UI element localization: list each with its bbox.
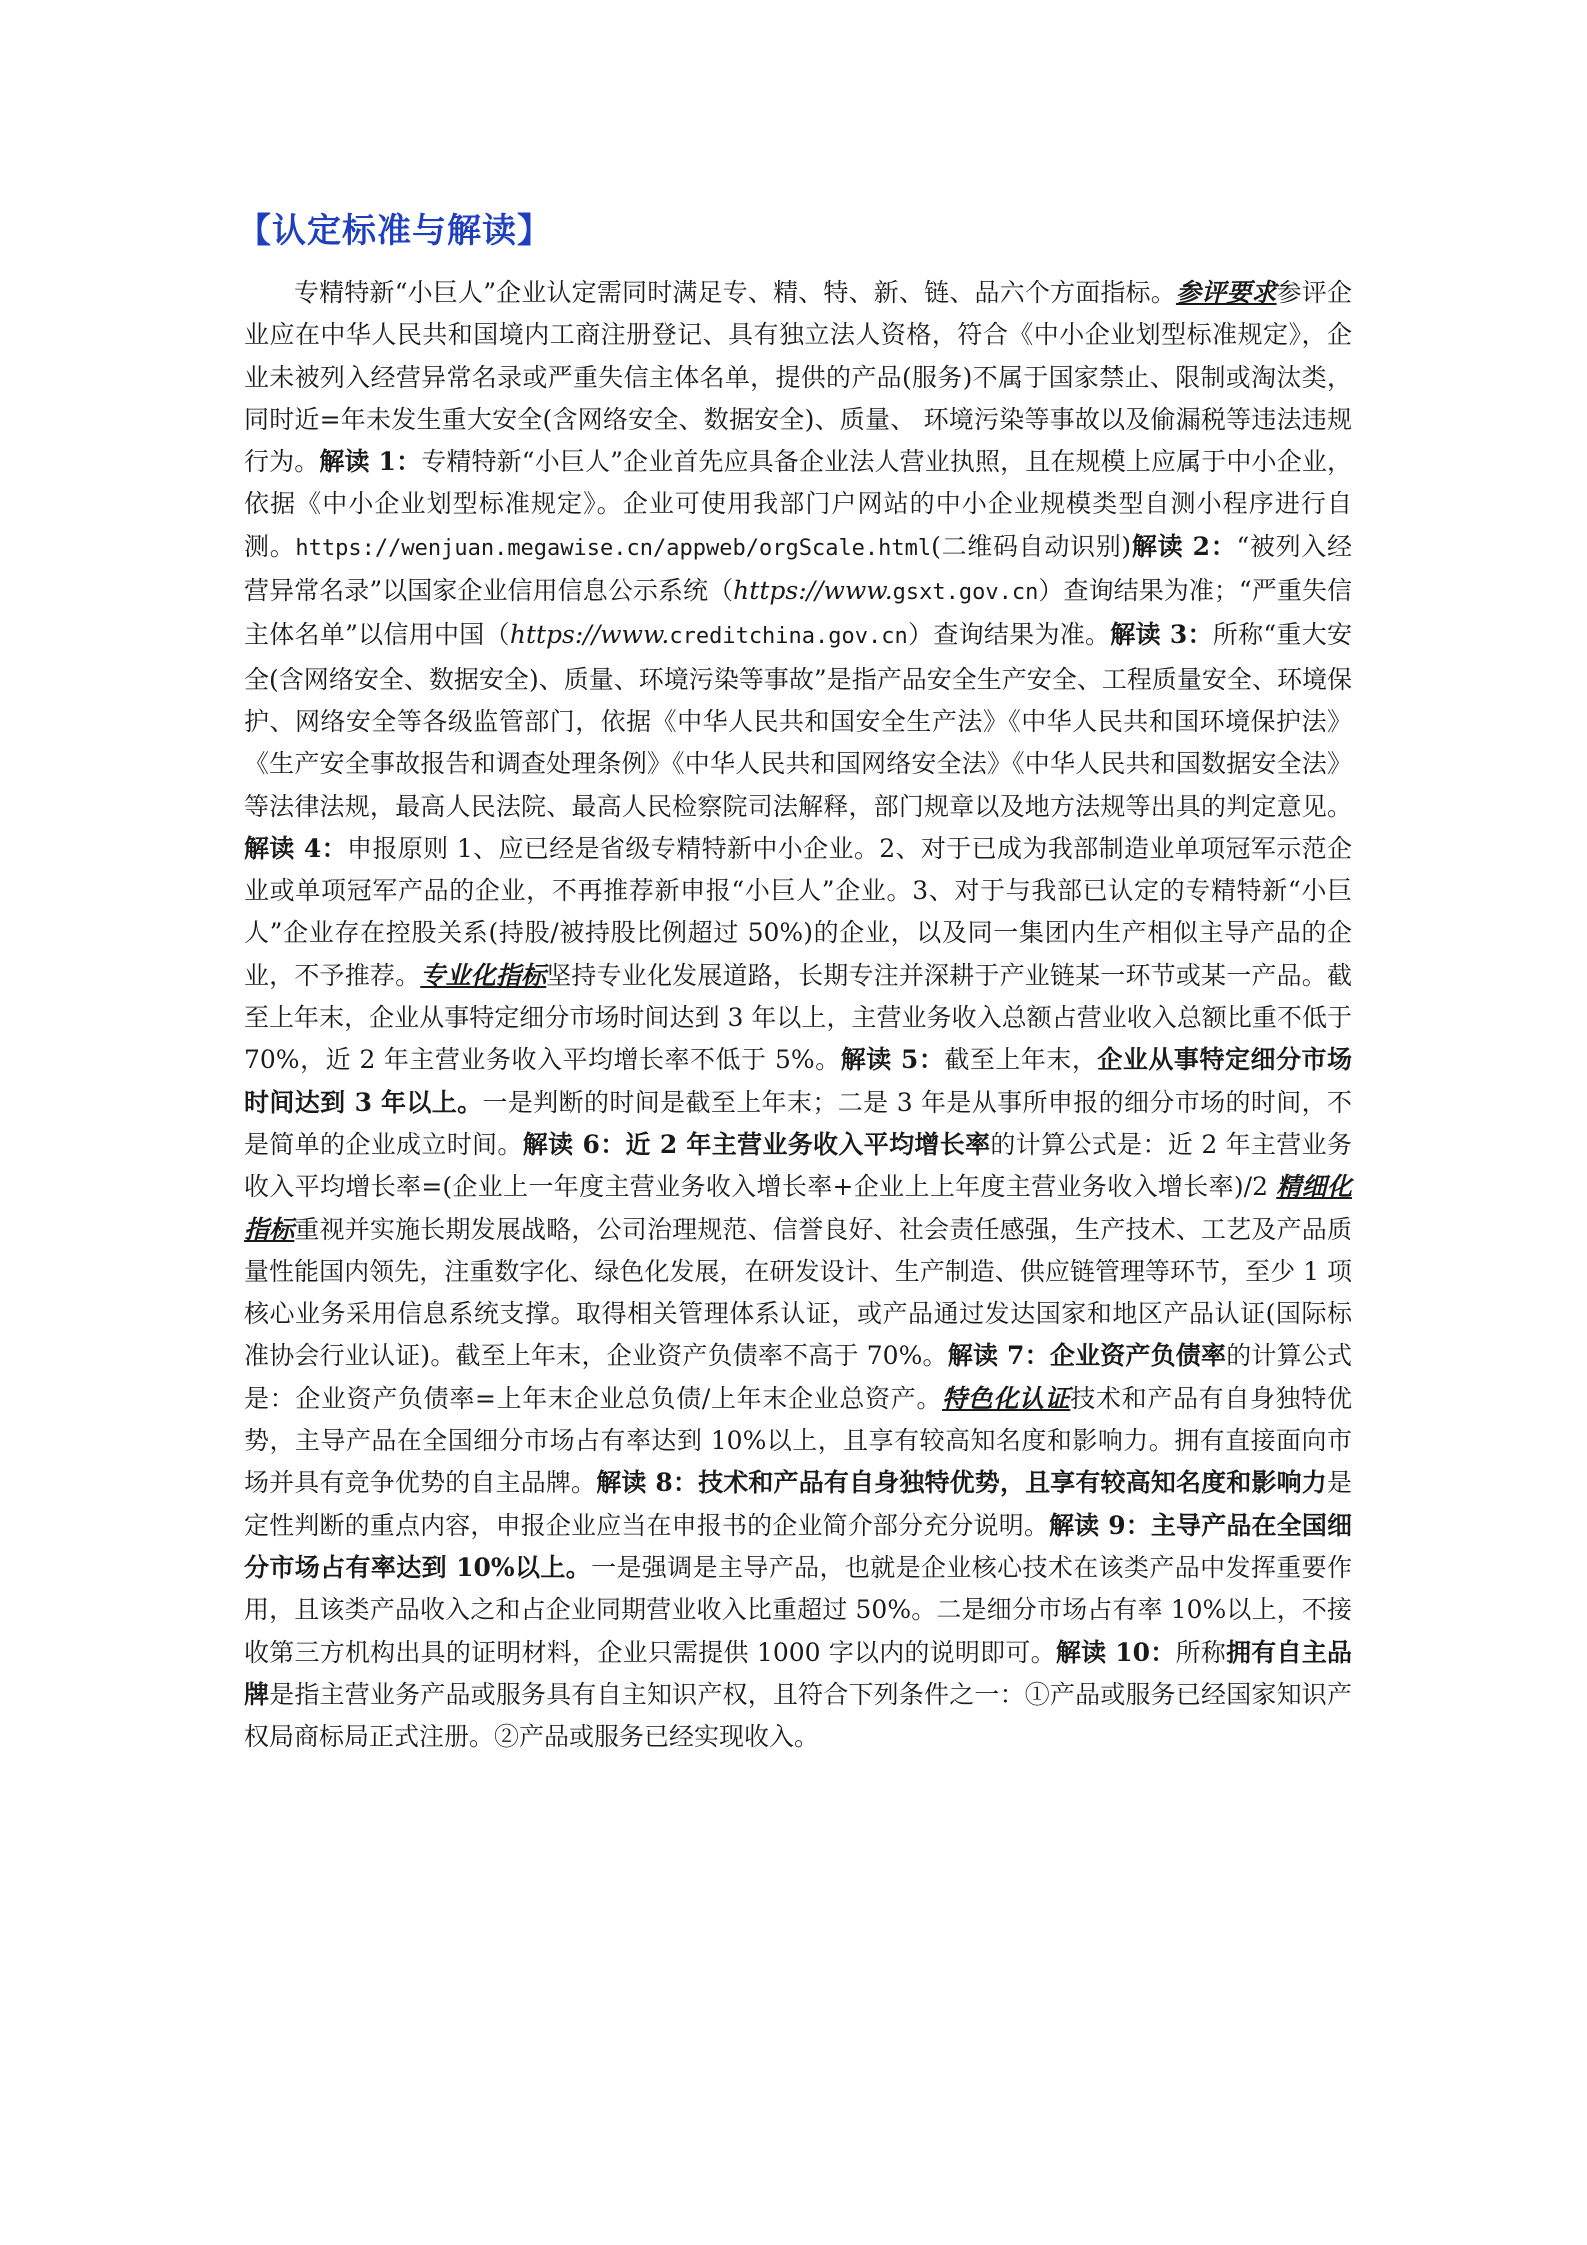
text-run: 所称“重大安全(含网络安全、数据安全)、质量、环境污染等事故”是指产品安全生产安全、工程质量安全、环境保护、网络安全等各级监管部门，依据《中华人民共和国安全生产法》《中华人民共和国环境保护法》《生产安全事故报告和调查处理条例》《中华人民共和国网络安全法》《中华人民共和国数据安全法》 等法律法规，最高人民法院、最高人民检察院司法解释，部门规章以及地方法规等出具的判定意见。 [244, 620, 1352, 821]
text-run: 专精特新“小巨人”企业首先应具备企业法人营业执照，且在规模上应属于中小企业，依据《中小企业划型标准规定》。企业可使用我部门户网站的中小企业规模类型自测小程序进行自测。 [244, 447, 1352, 561]
text-run: 技术和产品有自身独特优势，主导产品在全国细分市场占有率达到 10%以上，且享有较高知名度和影响力。拥有直接面向市场并具有竞争优势的自主品牌。 [244, 1383, 1352, 1498]
keyword-characteristic-certification: 特色化认证 [942, 1383, 1071, 1413]
bold-phrase: 拥有自主品牌 [244, 1637, 1352, 1709]
creditchina-link-domain[interactable]: creditchina.gov.cn [669, 624, 908, 650]
section-heading: 【认定标准与解读】 [237, 211, 552, 251]
text-run: 一是判断的时间是截至上年末；二是 3 年是从事所申报的细分市场的时间，不是简单的企业成立时间。 [244, 1087, 1352, 1159]
gsxt-link-prefix[interactable]: https://www. [733, 576, 893, 606]
text-run: 申报原则 1、应已经是省级专精特新中小企业。2、对于已成为我部制造业单项冠军示范企业或单项冠军产品的企业，不再推荐新申报“小巨人”企业。3、对于与我部已认定的专精特新“小巨人”企业存在控股关系(持股/被持股比例超过 50%)的企业，以及同一集团内生产相似主导产品的企业，不予推荐。 [244, 833, 1352, 990]
text-run: “被列入经营异常名录”以国家企业信用信息公示系统（ [244, 531, 1352, 606]
text-run: 是定性判断的重点内容，申报企业应当在申报书的企业简介部分充分说明。 [244, 1468, 1352, 1540]
text-run: 是指主营业务产品或服务具有自主知识产权，且符合下列条件之一：①产品或服务已经国家知识产权局商标局正式注册。②产品或服务已经实现收入。 [244, 1679, 1352, 1752]
text-run: 重视并实施长期发展战略，公司治理规范、信誉良好、社会责任感强，生产技术、工艺及产品质量性能国内领先，注重数字化、绿色化发展，在研发设计、生产制造、供应链管理等环节，至少 1 项核心业务采用信息系统支撑。取得相关管理体系认证，或产品通过发达国家和地区产品认证(国际标准协会行业认证)。截至上年末，企业资产负债率不高于 70%。 [244, 1214, 1352, 1371]
body-paragraph [244, 272, 1352, 1758]
keyword-refinement-indicator: 精细化指标 [244, 1172, 1352, 1244]
keyword-participation-requirements: 参评要求 [1175, 278, 1277, 307]
interpretation-label: 解读 9：主导产品在全国细分市场占有率达到 10%以上。 [244, 1510, 1352, 1582]
bold-phrase: 企业从事特定细分市场时间达到 3 年以上。 [244, 1045, 1352, 1117]
text-run: 的计算公式是：企业资产负债率=上年末企业总负债/上年末企业总资产。 [244, 1341, 1352, 1413]
interpretation-label: 解读 5： [840, 1045, 945, 1075]
gsxt-link-domain[interactable]: gsxt.gov.cn [892, 580, 1039, 606]
interpretation-label: 解读 1： [319, 447, 422, 477]
interpretation-label: 解读 6：近 2 年主营业务收入平均增长率 [522, 1129, 991, 1159]
text-run: ）查询结果为准。 [907, 620, 1111, 650]
text-run: 专精特新“小巨人”企业认定需同时满足专、精、特、新、链、品六个方面指标。 [294, 278, 1176, 307]
scale-test-link[interactable]: https://wenjuan.megawise.cn/appweb/orgScale.html [295, 535, 932, 561]
text-run: 参评企业应在中华人民共和国境内工商注册登记、具有独立法人资格，符合《中小企业划型标准规定》，企业未被列入经营异常名录或严重失信主体名单，提供的产品(服务)不属于国家禁止、限制或淘汰类，同时近=年未发生重大安全(含网络安全、数据安全)、质量、 环境污染等事故以及偷漏税等违法违规行为。 [244, 278, 1352, 477]
text-run: 所称 [1175, 1637, 1227, 1667]
interpretation-label: 解读 4： [244, 833, 348, 863]
interpretation-label: 解读 10： [1055, 1637, 1176, 1667]
text-run: 的计算公式是：近 2 年主营业务收入平均增长率=(企业上一年度主营业务收入增长率+企业上上年度主营业务收入增长率)/2 [244, 1129, 1352, 1202]
text-run: 坚持专业化发展道路，长期专注并深耕于产业链某一环节或某一产品。截至上年末，企业从事特定细分市场时间达到 3 年以上，主营业务收入总额占营业收入总额比重不低于 70%，近 2 年主营业务收入平均增长率不低于 5%。 [244, 960, 1352, 1075]
interpretation-label: 解读 2： [1131, 531, 1237, 561]
text-run: (二维码自动识别) [931, 531, 1132, 561]
interpretation-label: 解读 3： [1110, 620, 1213, 650]
text-run: 截至上年末， [944, 1045, 1098, 1075]
interpretation-label: 解读 8：技术和产品有自身独特优势，且享有较高知名度和影响力 [596, 1468, 1327, 1498]
text-run: 一是强调是主导产品，也就是企业核心技术在该类产品中发挥重要作用，且该类产品收入之和占企业同期营业收入比重超过 50%。二是细分市场占有率 10%以上，不接收第三方机构出具的证明材料，企业只需提供 1000 字以内的说明即可。 [244, 1552, 1352, 1667]
creditchina-link-prefix[interactable]: https://www. [509, 620, 670, 650]
keyword-specialization-indicator: 专业化指标 [420, 960, 547, 990]
text-run: ）查询结果为准；“严重失信主体名单”以信用中国（ [244, 576, 1352, 650]
interpretation-label: 解读 7：企业资产负债率 [947, 1341, 1227, 1371]
